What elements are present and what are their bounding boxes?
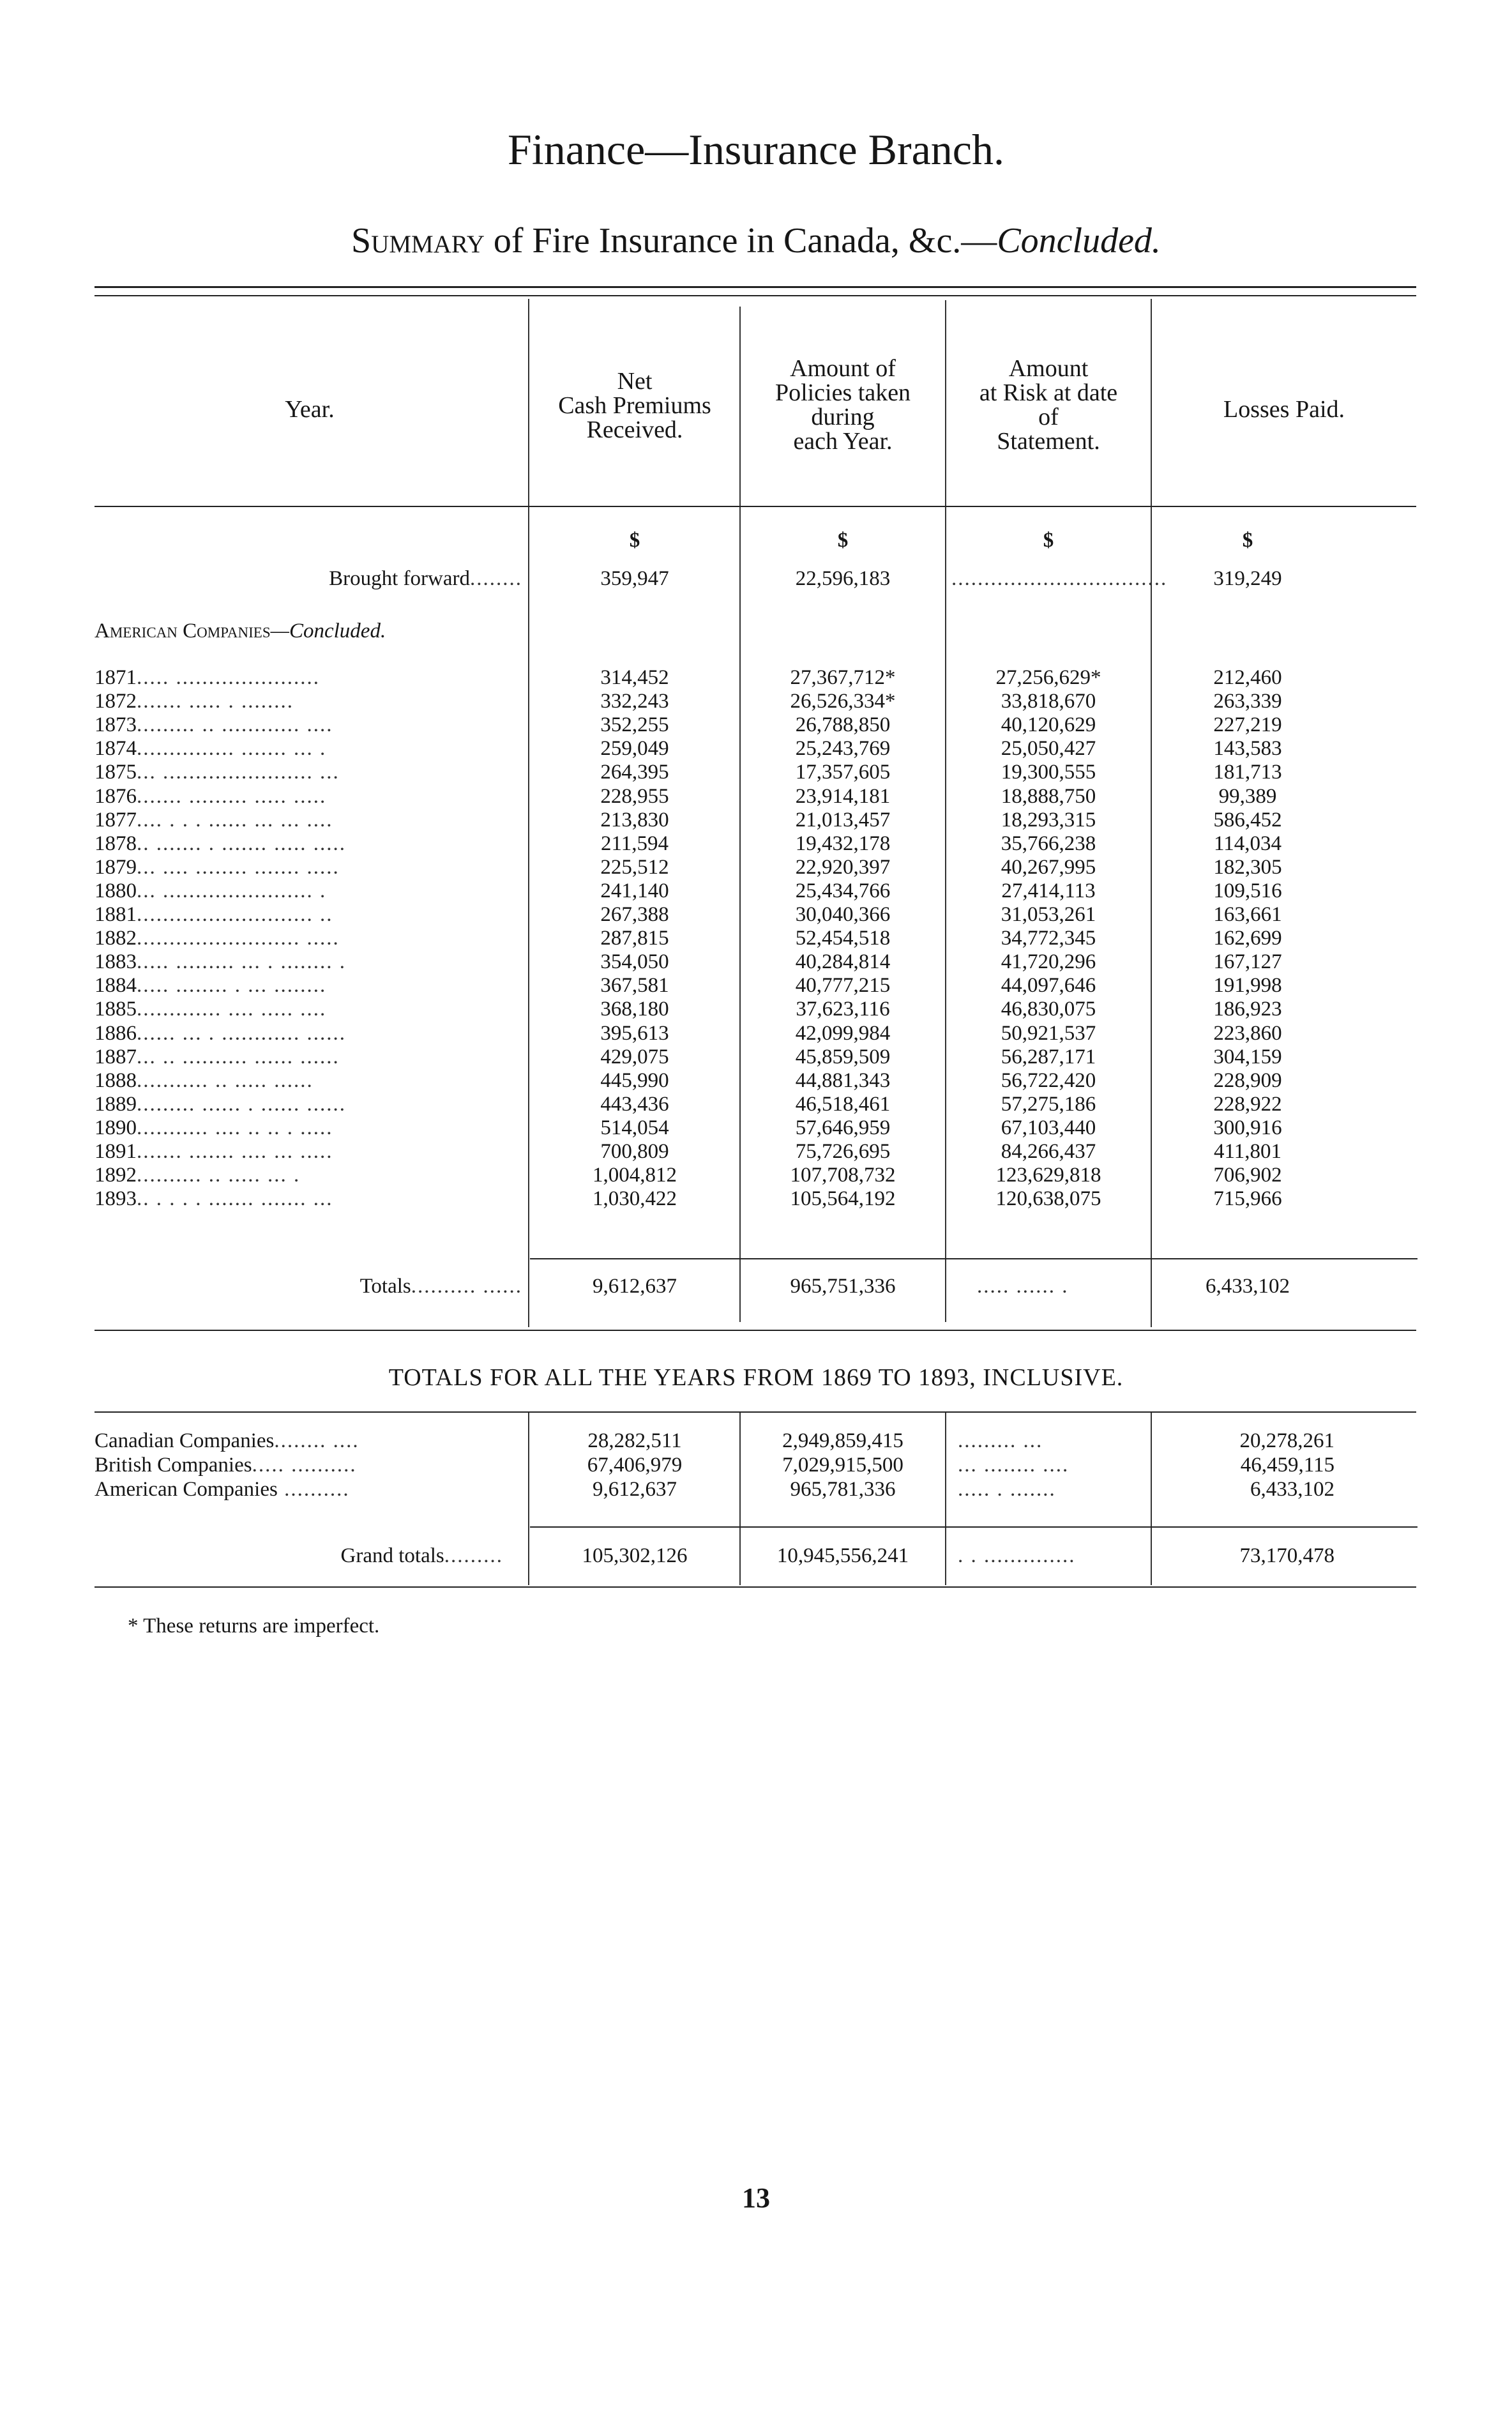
row-policies: 25,434,766 bbox=[795, 879, 891, 902]
row-policies: 17,357,605 bbox=[795, 761, 891, 784]
row-policies: 23,914,181 bbox=[795, 785, 891, 808]
leader-dots: ..... ......... ... . ........ . bbox=[137, 950, 346, 973]
totals-risk-leader bbox=[977, 1275, 1143, 1298]
row-year-text: 1889 bbox=[94, 1093, 137, 1116]
row-policies: 44,881,343 bbox=[795, 1069, 891, 1092]
top-rule-secondary bbox=[94, 295, 1416, 296]
row-losses: 162,699 bbox=[1213, 927, 1282, 950]
row-year-text: 1874 bbox=[94, 737, 137, 760]
row-premiums: 211,594 bbox=[600, 832, 669, 855]
row-risk: 34,772,345 bbox=[1001, 927, 1096, 950]
subtitle-main: of Fire Insurance in Canada, &c.— bbox=[484, 221, 997, 261]
row-risk: 27,256,629* bbox=[995, 666, 1101, 689]
row-losses: 227,219 bbox=[1213, 713, 1282, 736]
row-year bbox=[94, 1045, 522, 1069]
row-premiums: 368,180 bbox=[600, 998, 669, 1021]
header-policies-line-1: Amount of bbox=[790, 355, 896, 382]
brought-forward-risk-leader bbox=[951, 567, 1168, 591]
row-policies: 40,284,814 bbox=[795, 950, 891, 973]
row-losses: 304,159 bbox=[1213, 1045, 1282, 1068]
row-risk: 67,103,440 bbox=[1001, 1116, 1096, 1139]
row-risk: 40,267,995 bbox=[1001, 856, 1096, 879]
row-losses: 163,661 bbox=[1213, 903, 1282, 926]
row-premiums: 367,581 bbox=[600, 974, 669, 997]
brought-forward-policies: 22,596,183 bbox=[795, 567, 891, 590]
leader-dots: ..... . ....... bbox=[958, 1478, 1056, 1501]
section-label-small-caps: American Companies bbox=[94, 619, 271, 642]
row-year bbox=[94, 1069, 522, 1093]
row-policies: 75,726,695 bbox=[795, 1140, 891, 1163]
summary-divider-1 bbox=[528, 1413, 529, 1585]
leader-dots: .. ....... . ....... ..... ..... bbox=[137, 832, 346, 855]
summary-row-policies: 2,949,859,415 bbox=[782, 1429, 903, 1452]
row-losses: 411,801 bbox=[1213, 1140, 1282, 1163]
grand-total-losses: 73,170,478 bbox=[1239, 1544, 1334, 1567]
row-risk: 50,921,537 bbox=[1001, 1022, 1096, 1045]
leader-dots: . . .............. bbox=[958, 1544, 1076, 1567]
totals-losses: 6,433,102 bbox=[1206, 1275, 1290, 1298]
currency-risk: $ bbox=[1043, 529, 1054, 552]
header-year: Year. bbox=[285, 396, 335, 423]
row-year bbox=[94, 1116, 522, 1140]
row-year bbox=[94, 974, 522, 998]
row-risk: 33,818,670 bbox=[1001, 690, 1096, 713]
row-policies: 26,788,850 bbox=[795, 713, 891, 736]
summary-row-premiums: 67,406,979 bbox=[587, 1454, 683, 1477]
row-risk: 123,629,818 bbox=[995, 1164, 1101, 1187]
leader-dots: ......... .. ............ .... bbox=[137, 713, 333, 736]
currency-premiums: $ bbox=[629, 529, 640, 552]
summary-divider-3 bbox=[945, 1413, 946, 1585]
leader-dots: ......... ... bbox=[958, 1429, 1043, 1452]
row-year-text: 1890 bbox=[94, 1116, 137, 1139]
leader-dots: ... ....................... . bbox=[137, 879, 327, 902]
summary-row-label bbox=[94, 1454, 522, 1477]
row-year bbox=[94, 1140, 522, 1164]
row-premiums: 225,512 bbox=[600, 856, 669, 879]
row-premiums: 429,075 bbox=[600, 1045, 669, 1068]
row-year-text: 1875 bbox=[94, 761, 137, 784]
totals-rule bbox=[530, 1258, 1418, 1259]
row-year bbox=[94, 1187, 522, 1211]
leader-dots: .. . . . . ....... ....... ... bbox=[137, 1187, 333, 1210]
row-year-text: 1884 bbox=[94, 974, 137, 997]
leader-dots: .......... ...... bbox=[411, 1275, 522, 1298]
header-premiums-line-3: Received. bbox=[586, 416, 683, 443]
grand-total-label bbox=[94, 1544, 503, 1568]
totals-label-text: Totals bbox=[359, 1275, 411, 1298]
row-premiums: 700,809 bbox=[600, 1140, 669, 1163]
top-rule bbox=[94, 286, 1416, 288]
leader-dots: ... .. .......... ...... ...... bbox=[137, 1045, 340, 1068]
row-policies: 19,432,178 bbox=[795, 832, 891, 855]
row-year-text: 1888 bbox=[94, 1069, 137, 1092]
row-year-text: 1882 bbox=[94, 927, 137, 950]
leader-dots: ... ....................... ... bbox=[137, 761, 340, 784]
row-risk: 35,766,238 bbox=[1001, 832, 1096, 855]
row-risk: 40,120,629 bbox=[1001, 713, 1096, 736]
leader-dots: ..... .......... bbox=[252, 1454, 357, 1477]
row-policies: 42,099,984 bbox=[795, 1022, 891, 1045]
page-title: Finance—Insurance Branch. bbox=[508, 125, 1004, 174]
row-risk: 46,830,075 bbox=[1001, 998, 1096, 1021]
leader-dots: ......... ...... . ...... ...... bbox=[137, 1093, 346, 1116]
leader-dots: ..... ........ . ... ........ bbox=[137, 974, 327, 997]
row-year-text: 1878 bbox=[94, 832, 137, 855]
row-risk: 41,720,296 bbox=[1001, 950, 1096, 973]
summary-row-losses: 6,433,102 bbox=[1250, 1478, 1334, 1501]
row-premiums: 395,613 bbox=[600, 1022, 669, 1045]
summary-heading: TOTALS FOR ALL THE YEARS FROM 1869 TO 1893, INCLUSIVE. bbox=[388, 1364, 1124, 1391]
row-losses: 715,966 bbox=[1213, 1187, 1282, 1210]
row-losses: 212,460 bbox=[1213, 666, 1282, 689]
row-policies: 37,623,116 bbox=[796, 998, 890, 1021]
row-year bbox=[94, 1164, 522, 1187]
grand-total-label-text: Grand totals bbox=[340, 1544, 444, 1567]
footnote: * These returns are imperfect. bbox=[128, 1615, 380, 1638]
leader-dots: ..... ...... . bbox=[977, 1275, 1069, 1298]
row-year-text: 1887 bbox=[94, 1045, 137, 1068]
row-premiums: 213,830 bbox=[600, 809, 669, 832]
row-year-text: 1877 bbox=[94, 809, 137, 832]
summary-row-premiums: 28,282,511 bbox=[587, 1429, 682, 1452]
row-year bbox=[94, 1022, 522, 1045]
summary-row-label bbox=[94, 1478, 522, 1501]
row-losses: 228,922 bbox=[1213, 1093, 1282, 1116]
leader-dots: ........................... .. bbox=[137, 903, 333, 926]
row-premiums: 332,243 bbox=[600, 690, 669, 713]
header-risk-line-3: of bbox=[1038, 404, 1059, 430]
header-premiums-line-1: Net bbox=[617, 368, 653, 395]
summary-row-risk-leader bbox=[958, 1429, 1143, 1453]
row-risk: 44,097,646 bbox=[1001, 974, 1096, 997]
grand-total-risk-leader bbox=[958, 1544, 1143, 1568]
summary-row-label-text: Canadian Companies bbox=[94, 1429, 275, 1452]
header-risk-line-1: Amount bbox=[1008, 355, 1089, 382]
header-losses: Losses Paid. bbox=[1223, 396, 1345, 423]
section-label-italic: —Concluded. bbox=[270, 619, 386, 642]
summary-top-rule bbox=[94, 1411, 1416, 1413]
row-losses: 182,305 bbox=[1213, 856, 1282, 879]
row-premiums: 228,955 bbox=[600, 785, 669, 808]
summary-row-label-text: American Companies bbox=[94, 1478, 278, 1501]
row-premiums: 1,004,812 bbox=[593, 1164, 677, 1187]
leader-dots: ......... bbox=[444, 1544, 503, 1567]
row-premiums: 445,990 bbox=[600, 1069, 669, 1092]
subtitle-small-caps: Summary bbox=[351, 221, 485, 261]
row-policies: 27,367,712* bbox=[790, 666, 896, 689]
summary-row-policies: 965,781,336 bbox=[790, 1478, 896, 1501]
row-year-text: 1893 bbox=[94, 1187, 137, 1210]
row-policies: 26,526,334* bbox=[790, 690, 896, 713]
page-number: 13 bbox=[742, 2182, 770, 2214]
row-year-text: 1876 bbox=[94, 785, 137, 808]
row-losses: 109,516 bbox=[1213, 879, 1282, 902]
grand-total-rule bbox=[530, 1526, 1418, 1528]
summary-row-label bbox=[94, 1429, 522, 1453]
totals-policies: 965,751,336 bbox=[790, 1275, 896, 1298]
leader-dots: ........ .... bbox=[274, 1429, 359, 1452]
summary-row-label-text: British Companies bbox=[94, 1454, 252, 1477]
row-year bbox=[94, 903, 522, 927]
leader-dots: ...... ... . ............ ...... bbox=[137, 1022, 346, 1045]
row-risk: 19,300,555 bbox=[1001, 761, 1096, 784]
leader-dots: ... ........ .... bbox=[958, 1454, 1070, 1477]
row-premiums: 264,395 bbox=[600, 761, 669, 784]
header-rule bbox=[94, 506, 1416, 507]
summary-bottom-rule bbox=[94, 1586, 1416, 1588]
row-year bbox=[94, 856, 522, 879]
section-label bbox=[94, 619, 386, 643]
summary-row-premiums: 9,612,637 bbox=[593, 1478, 677, 1501]
row-risk: 25,050,427 bbox=[1001, 737, 1096, 760]
row-year bbox=[94, 666, 522, 690]
row-losses: 167,127 bbox=[1213, 950, 1282, 973]
row-risk: 31,053,261 bbox=[1001, 903, 1096, 926]
row-year bbox=[94, 809, 522, 832]
summary-row-risk-leader bbox=[958, 1478, 1143, 1501]
row-year bbox=[94, 832, 522, 856]
row-policies: 40,777,215 bbox=[795, 974, 891, 997]
row-losses: 181,713 bbox=[1213, 761, 1282, 784]
row-risk: 56,287,171 bbox=[1001, 1045, 1096, 1068]
row-policies: 22,920,397 bbox=[795, 856, 891, 879]
row-year-text: 1872 bbox=[94, 690, 137, 713]
row-policies: 105,564,192 bbox=[790, 1187, 896, 1210]
row-risk: 18,888,750 bbox=[1001, 785, 1096, 808]
column-divider-1 bbox=[528, 299, 529, 1327]
leader-dots: ....... ..... . ........ bbox=[137, 690, 294, 713]
row-policies: 52,454,518 bbox=[795, 927, 891, 950]
row-policies: 30,040,366 bbox=[795, 903, 891, 926]
leader-dots: .... . . . ...... ... ... .... bbox=[137, 809, 333, 832]
totals-premiums: 9,612,637 bbox=[593, 1275, 677, 1298]
row-losses: 191,998 bbox=[1213, 974, 1282, 997]
row-year bbox=[94, 1093, 522, 1116]
row-year-text: 1873 bbox=[94, 713, 137, 736]
row-year bbox=[94, 950, 522, 974]
brought-forward-premiums: 359,947 bbox=[600, 567, 669, 590]
totals-label bbox=[94, 1275, 522, 1298]
currency-policies: $ bbox=[837, 529, 849, 552]
row-premiums: 267,388 bbox=[600, 903, 669, 926]
row-premiums: 287,815 bbox=[600, 927, 669, 950]
header-risk-line-4: Statement. bbox=[997, 428, 1100, 455]
summary-row-losses: 46,459,115 bbox=[1240, 1454, 1334, 1477]
subtitle-italic: Concluded. bbox=[997, 221, 1161, 261]
row-year bbox=[94, 785, 522, 809]
leader-dots: ..... ...................... bbox=[137, 666, 320, 689]
row-premiums: 443,436 bbox=[600, 1093, 669, 1116]
header-policies-line-2: Policies taken bbox=[775, 379, 911, 406]
row-year-text: 1880 bbox=[94, 879, 137, 902]
row-premiums: 259,049 bbox=[600, 737, 669, 760]
row-losses: 706,902 bbox=[1213, 1164, 1282, 1187]
row-risk: 57,275,186 bbox=[1001, 1093, 1096, 1116]
leader-dots: ......................... ..... bbox=[137, 927, 340, 950]
leader-dots: ............. .... ..... .... bbox=[137, 998, 327, 1021]
row-policies: 25,243,769 bbox=[795, 737, 891, 760]
row-risk: 18,293,315 bbox=[1001, 809, 1096, 832]
row-policies: 21,013,457 bbox=[795, 809, 891, 832]
row-year-text: 1881 bbox=[94, 903, 137, 926]
leader-dots: ....... ......... ..... ..... bbox=[137, 785, 327, 808]
row-year-text: 1891 bbox=[94, 1140, 137, 1163]
main-table-bottom-rule bbox=[94, 1330, 1416, 1331]
leader-dots: ... .... ........ ....... ..... bbox=[137, 856, 340, 879]
row-year-text: 1883 bbox=[94, 950, 137, 973]
leader-dots: ........... .. ..... ...... bbox=[137, 1069, 314, 1092]
row-losses: 223,860 bbox=[1213, 1022, 1282, 1045]
row-losses: 99,389 bbox=[1218, 785, 1277, 808]
row-year bbox=[94, 998, 522, 1021]
brought-forward-losses: 319,249 bbox=[1213, 567, 1282, 590]
leader-dots: ........... .... .. .. . ..... bbox=[137, 1116, 333, 1139]
leader-dots: ............... ....... ... . bbox=[137, 737, 327, 760]
row-losses: 143,583 bbox=[1213, 737, 1282, 760]
row-year bbox=[94, 761, 522, 784]
leader-dots: ........ bbox=[470, 567, 522, 590]
row-year bbox=[94, 713, 522, 737]
row-year-text: 1879 bbox=[94, 856, 137, 879]
header-policies-line-3: during bbox=[811, 404, 875, 430]
row-policies: 57,646,959 bbox=[795, 1116, 891, 1139]
grand-total-policies: 10,945,556,241 bbox=[776, 1544, 909, 1567]
row-premiums: 241,140 bbox=[600, 879, 669, 902]
row-year-text: 1892 bbox=[94, 1164, 137, 1187]
row-year bbox=[94, 879, 522, 903]
row-premiums: 514,054 bbox=[600, 1116, 669, 1139]
brought-forward-label bbox=[94, 567, 522, 591]
row-risk: 56,722,420 bbox=[1001, 1069, 1096, 1092]
summary-row-losses: 20,278,261 bbox=[1239, 1429, 1334, 1452]
summary-row-risk-leader bbox=[958, 1454, 1143, 1477]
row-year bbox=[94, 927, 522, 950]
brought-forward-label-text: Brought forward bbox=[329, 567, 470, 590]
row-premiums: 314,452 bbox=[600, 666, 669, 689]
row-premiums: 352,255 bbox=[600, 713, 669, 736]
row-premiums: 354,050 bbox=[600, 950, 669, 973]
summary-row-policies: 7,029,915,500 bbox=[782, 1454, 903, 1477]
header-risk bbox=[946, 356, 1151, 453]
row-losses: 186,923 bbox=[1213, 998, 1282, 1021]
row-policies: 45,859,509 bbox=[795, 1045, 891, 1068]
row-year bbox=[94, 690, 522, 713]
row-losses: 263,339 bbox=[1213, 690, 1282, 713]
page-subtitle bbox=[0, 220, 1512, 261]
row-losses: 300,916 bbox=[1213, 1116, 1282, 1139]
header-premiums bbox=[530, 369, 739, 442]
grand-total-premiums: 105,302,126 bbox=[582, 1544, 688, 1567]
row-year-text: 1886 bbox=[94, 1022, 137, 1045]
row-year-text: 1871 bbox=[94, 666, 137, 689]
header-risk-line-2: at Risk at date bbox=[979, 379, 1118, 406]
header-policies-line-4: each Year. bbox=[793, 428, 893, 455]
leader-dots: .......... .. ..... ... . bbox=[137, 1164, 301, 1187]
row-losses: 228,909 bbox=[1213, 1069, 1282, 1092]
row-risk: 120,638,075 bbox=[995, 1187, 1101, 1210]
row-premiums: 1,030,422 bbox=[593, 1187, 677, 1210]
row-risk: 84,266,437 bbox=[1001, 1140, 1096, 1163]
leader-dots: .......... bbox=[277, 1478, 350, 1501]
header-policies bbox=[741, 356, 945, 453]
row-losses: 586,452 bbox=[1213, 809, 1282, 832]
row-risk: 27,414,113 bbox=[1001, 879, 1096, 902]
leader-dots: ....... ....... .... ... ..... bbox=[137, 1140, 333, 1163]
row-policies: 46,518,461 bbox=[795, 1093, 891, 1116]
currency-losses: $ bbox=[1242, 529, 1253, 552]
row-losses: 114,034 bbox=[1213, 832, 1282, 855]
leader-dots: ................................. bbox=[951, 567, 1168, 590]
row-year-text: 1885 bbox=[94, 998, 137, 1021]
header-premiums-line-2: Cash Premiums bbox=[558, 392, 711, 419]
row-year bbox=[94, 737, 522, 761]
row-policies: 107,708,732 bbox=[790, 1164, 896, 1187]
